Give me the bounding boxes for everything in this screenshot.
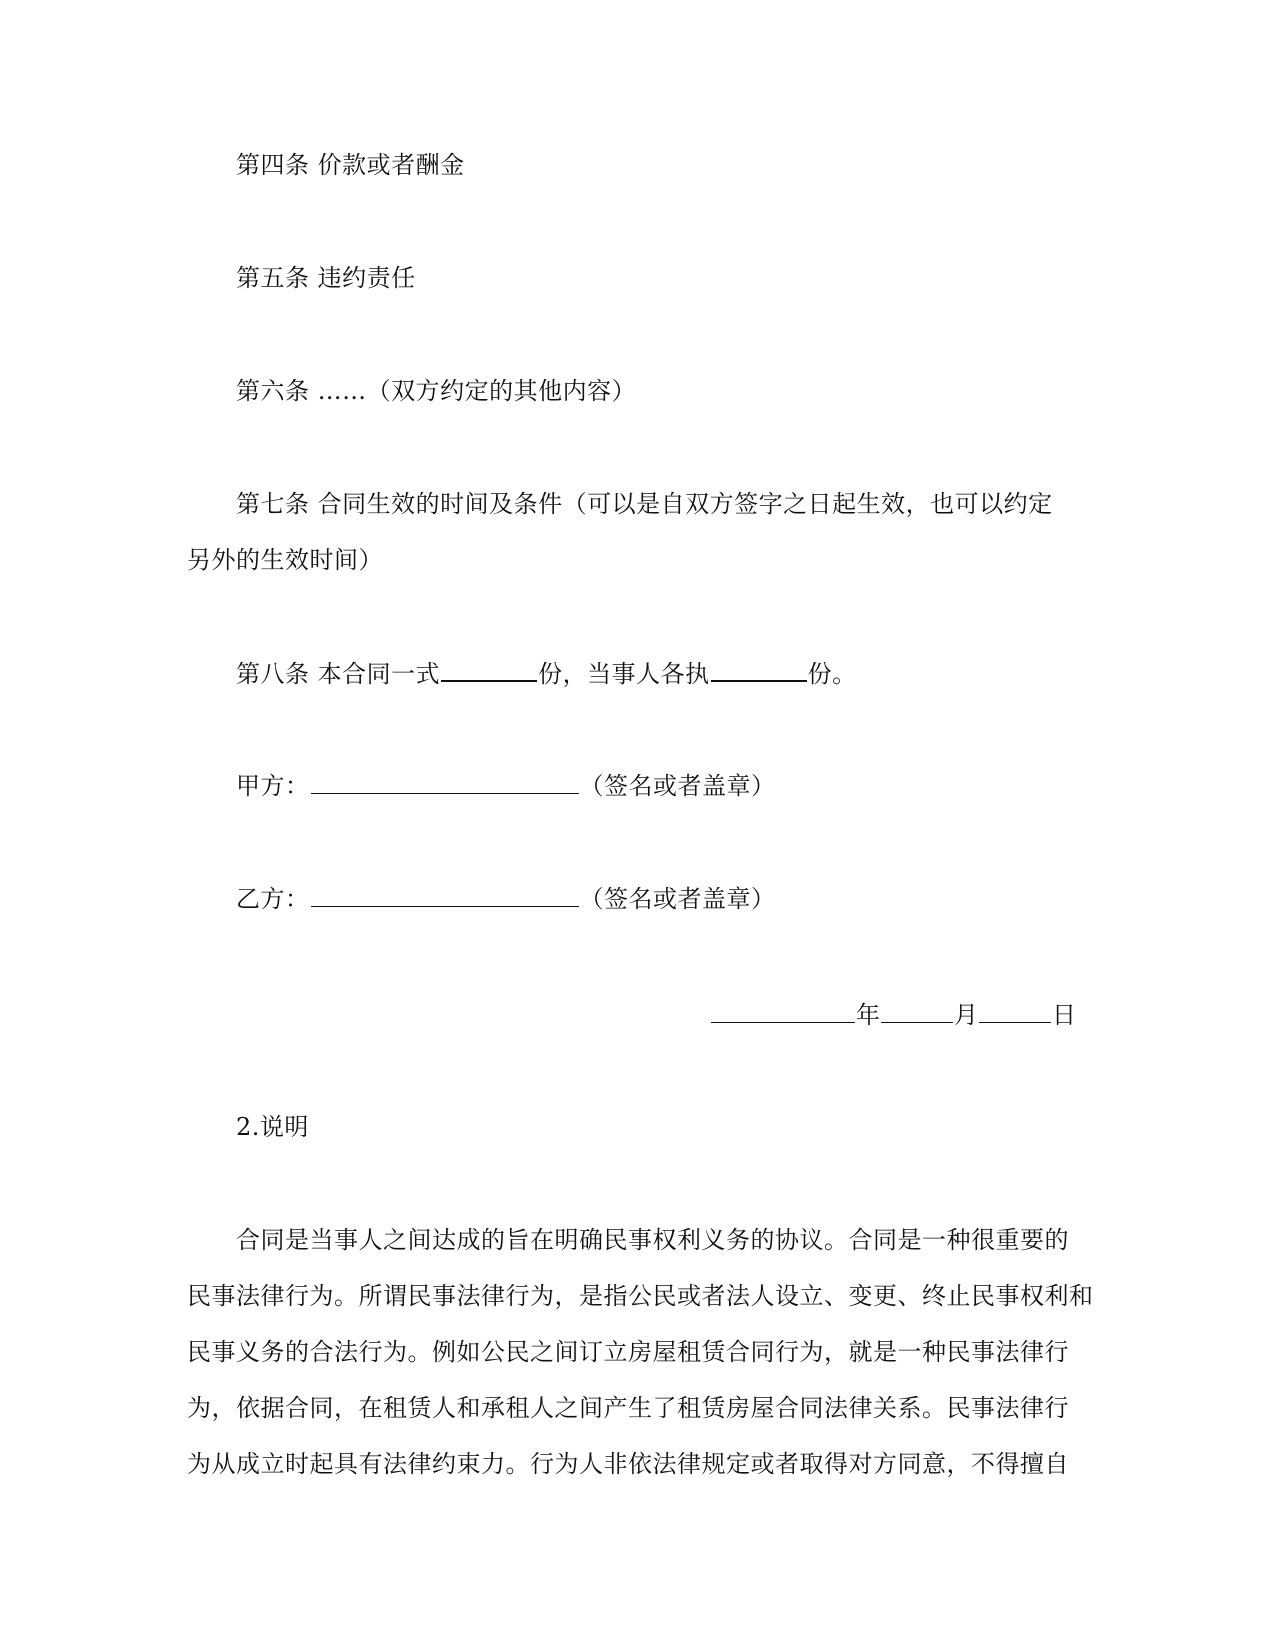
article-7-line-1: 第七条 合同生效的时间及条件（可以是自双方签字之日起生效，也可以约定 <box>236 490 1053 518</box>
explanation-heading: 2.说明 <box>236 1113 309 1141</box>
article-4: 第四条 价款或者酬金 <box>236 151 465 179</box>
copies-total-blank <box>441 658 537 682</box>
party-a-label: 甲方： <box>236 772 310 800</box>
day-blank <box>979 1000 1051 1023</box>
party-b-signature-blank <box>311 884 579 907</box>
party-b-sign-note: （签名或者盖章） <box>579 885 776 913</box>
article-5: 第五条 违约责任 <box>236 264 416 292</box>
day-label: 日 <box>1052 1001 1076 1029</box>
article-8 <box>236 658 857 689</box>
party-b-label: 乙方： <box>236 885 310 913</box>
explanation-line-5: 为从成立时起具有法律约束力。行为人非依法律规定或者取得对方同意，不得擅自 <box>187 1450 1069 1478</box>
article-6: 第六条 ……（双方约定的其他内容） <box>236 377 637 405</box>
explanation-line-1: 合同是当事人之间达成的旨在明确民事权利义务的协议。合同是一种很重要的 <box>236 1226 1069 1254</box>
explanation-line-4: 为，依据合同，在租赁人和承租人之间产生了租赁房屋合同法律关系。民事法律行 <box>187 1394 1069 1422</box>
article-7-line-2: 另外的生效时间） <box>187 546 383 574</box>
month-blank <box>881 1000 953 1023</box>
party-a-signature-line <box>236 771 776 801</box>
year-label: 年 <box>856 1001 880 1029</box>
copies-each-blank <box>711 658 807 682</box>
date-line <box>710 1000 1076 1030</box>
party-a-signature-blank <box>311 771 579 794</box>
article-8-suffix: 份。 <box>807 660 857 688</box>
explanation-line-2: 民事法律行为。所谓民事法律行为，是指公民或者法人设立、变更、终止民事权利和 <box>187 1282 1094 1310</box>
explanation-line-3: 民事义务的合法行为。例如公民之间订立房屋租赁合同行为，就是一种民事法律行 <box>187 1338 1069 1366</box>
party-a-sign-note: （签名或者盖章） <box>579 772 776 800</box>
article-8-prefix: 第八条 本合同一式 <box>236 660 441 688</box>
party-b-signature-line <box>236 884 776 914</box>
article-8-mid: 份，当事人各执 <box>538 660 710 688</box>
month-label: 月 <box>954 1001 978 1029</box>
year-blank <box>711 1000 855 1023</box>
